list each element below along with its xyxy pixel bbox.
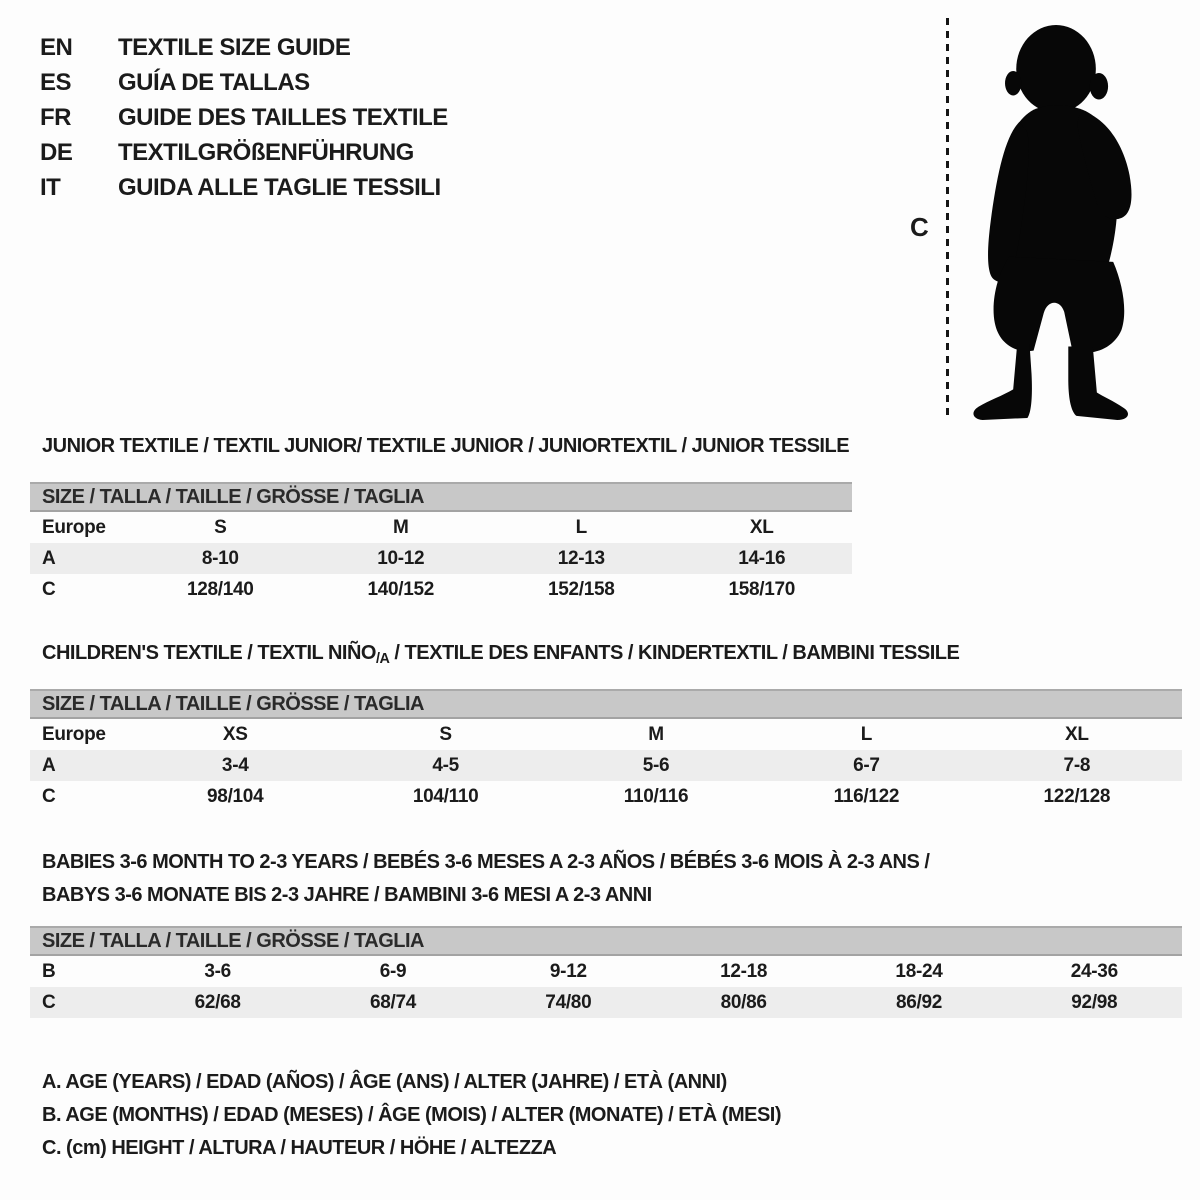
table-row-c xyxy=(30,781,1182,812)
language-row-es xyxy=(40,65,448,100)
size-cell: L xyxy=(860,723,873,745)
size-cell: 92/98 xyxy=(1071,991,1118,1013)
size-cell: 6-7 xyxy=(853,754,880,776)
legend-line-c: C. (cm) HEIGHT / ALTURA / HAUTEUR / HÖHE / ALTEZZA xyxy=(42,1137,557,1159)
row-label: A xyxy=(42,547,56,569)
size-cell: 116/122 xyxy=(833,785,900,807)
row-label: C xyxy=(42,785,56,807)
size-cell: 24-36 xyxy=(1070,960,1118,982)
size-cell: 14-16 xyxy=(738,547,786,569)
row-label: Europe xyxy=(42,516,106,538)
size-cell: L xyxy=(575,516,587,538)
size-cell: 6-9 xyxy=(379,960,407,982)
row-label: A xyxy=(42,754,56,776)
children-size-table xyxy=(30,689,1182,812)
size-cell: 12-13 xyxy=(557,547,605,569)
language-title: GUIDA ALLE TAGLIE TESSILI xyxy=(118,173,441,201)
babies-section-title-line2: BABYS 3-6 MONATE BIS 2-3 JAHRE / BAMBINI 3-6 MESI A 2-3 ANNI xyxy=(42,884,652,906)
table-row-europe xyxy=(30,719,1182,750)
size-header-bar: SIZE / TALLA / TAILLE / GRÖSSE / TAGLIA xyxy=(30,482,852,512)
size-cell: 128/140 xyxy=(186,578,254,600)
language-title: TEXTILE SIZE GUIDE xyxy=(118,33,351,61)
size-cell: 86/92 xyxy=(895,991,942,1013)
size-cell: 104/110 xyxy=(412,785,479,807)
size-cell: 4-5 xyxy=(432,754,459,776)
size-cell: S xyxy=(439,723,452,745)
table-row-c xyxy=(30,574,852,605)
table-row-c xyxy=(30,987,1182,1018)
size-cell: 140/152 xyxy=(367,578,435,600)
language-code: EN xyxy=(40,33,73,61)
measure-label-c: C xyxy=(910,212,929,242)
size-cell: 98/104 xyxy=(207,785,264,807)
children-section-title xyxy=(42,642,959,667)
size-cell: M xyxy=(648,723,664,745)
size-cell: 3-6 xyxy=(204,960,231,982)
legend-line-b: B. AGE (MONTHS) / EDAD (MESES) / ÂGE (MOIS) / ALTER (MONATE) / ETÀ (MESI) xyxy=(42,1104,782,1126)
size-cell: 12-18 xyxy=(720,960,768,982)
table-row-a xyxy=(30,750,1182,781)
size-cell: 8-10 xyxy=(201,547,239,569)
language-title: GUIDE DES TAILLES TEXTILE xyxy=(118,103,448,131)
children-title-text: / TEXTILE DES ENFANTS / KINDERTEXTIL / BAMBINI TESSILE xyxy=(389,642,960,664)
size-cell: 110/116 xyxy=(623,785,689,807)
size-cell: XS xyxy=(222,723,248,745)
height-measure-line xyxy=(946,18,949,416)
size-cell: M xyxy=(392,516,409,538)
language-code: ES xyxy=(40,68,72,96)
table-row-b xyxy=(30,956,1182,987)
language-code: IT xyxy=(40,173,61,201)
babies-size-table xyxy=(30,926,1182,1018)
size-cell: 80/86 xyxy=(720,991,767,1013)
language-title: GUÍA DE TALLAS xyxy=(118,68,310,96)
language-row-fr xyxy=(40,100,448,135)
row-label: C xyxy=(42,578,56,600)
language-code: DE xyxy=(40,138,73,166)
size-cell: 10-12 xyxy=(377,547,425,569)
size-header-bar: SIZE / TALLA / TAILLE / GRÖSSE / TAGLIA xyxy=(30,689,1182,719)
size-cell: 62/68 xyxy=(194,991,241,1013)
row-label: C xyxy=(42,991,56,1013)
row-label: B xyxy=(42,960,56,982)
size-cell: XL xyxy=(749,516,774,538)
language-row-en xyxy=(40,30,448,65)
size-cell: 152/158 xyxy=(547,578,615,600)
size-cell: 9-12 xyxy=(549,960,587,982)
size-cell: S xyxy=(214,516,227,538)
language-code: FR xyxy=(40,103,71,131)
size-header-bar: SIZE / TALLA / TAILLE / GRÖSSE / TAGLIA xyxy=(30,926,1182,956)
junior-size-table xyxy=(30,482,852,605)
size-cell: 5-6 xyxy=(642,754,670,776)
size-cell: 158/170 xyxy=(728,578,796,600)
toddler-silhouette-icon xyxy=(960,22,1148,420)
legend-line-a: A. AGE (YEARS) / EDAD (AÑOS) / ÂGE (ANS) / ALTER (JAHRE) / ETÀ (ANNI) xyxy=(42,1071,727,1093)
language-row-it xyxy=(40,170,448,205)
row-label: Europe xyxy=(42,723,106,745)
language-title-block xyxy=(40,30,448,205)
children-title-subscript: /A xyxy=(375,651,390,668)
table-row-a xyxy=(30,543,852,574)
size-cell: XL xyxy=(1064,723,1089,745)
size-cell: 18-24 xyxy=(895,960,943,982)
size-cell: 3-4 xyxy=(221,754,249,776)
size-cell: 122/128 xyxy=(1043,785,1111,807)
babies-section-title-line1: BABIES 3-6 MONTH TO 2-3 YEARS / BEBÉS 3-6 MESES A 2-3 AÑOS / BÉBÉS 3-6 MOIS À 2-3 ANS / xyxy=(42,851,930,873)
size-cell: 68/74 xyxy=(369,991,417,1013)
size-cell: 74/80 xyxy=(545,991,592,1013)
children-title-text: CHILDREN'S TEXTILE / TEXTIL NIÑO xyxy=(42,642,376,664)
table-row-europe xyxy=(30,512,852,543)
size-cell: 7-8 xyxy=(1063,754,1091,776)
language-row-de xyxy=(40,135,448,170)
junior-section-title: JUNIOR TEXTILE / TEXTIL JUNIOR/ TEXTILE JUNIOR / JUNIORTEXTIL / JUNIOR TESSILE xyxy=(42,435,850,457)
legend xyxy=(42,1066,781,1165)
language-title: TEXTILGRÖßENFÜHRUNG xyxy=(118,138,414,166)
